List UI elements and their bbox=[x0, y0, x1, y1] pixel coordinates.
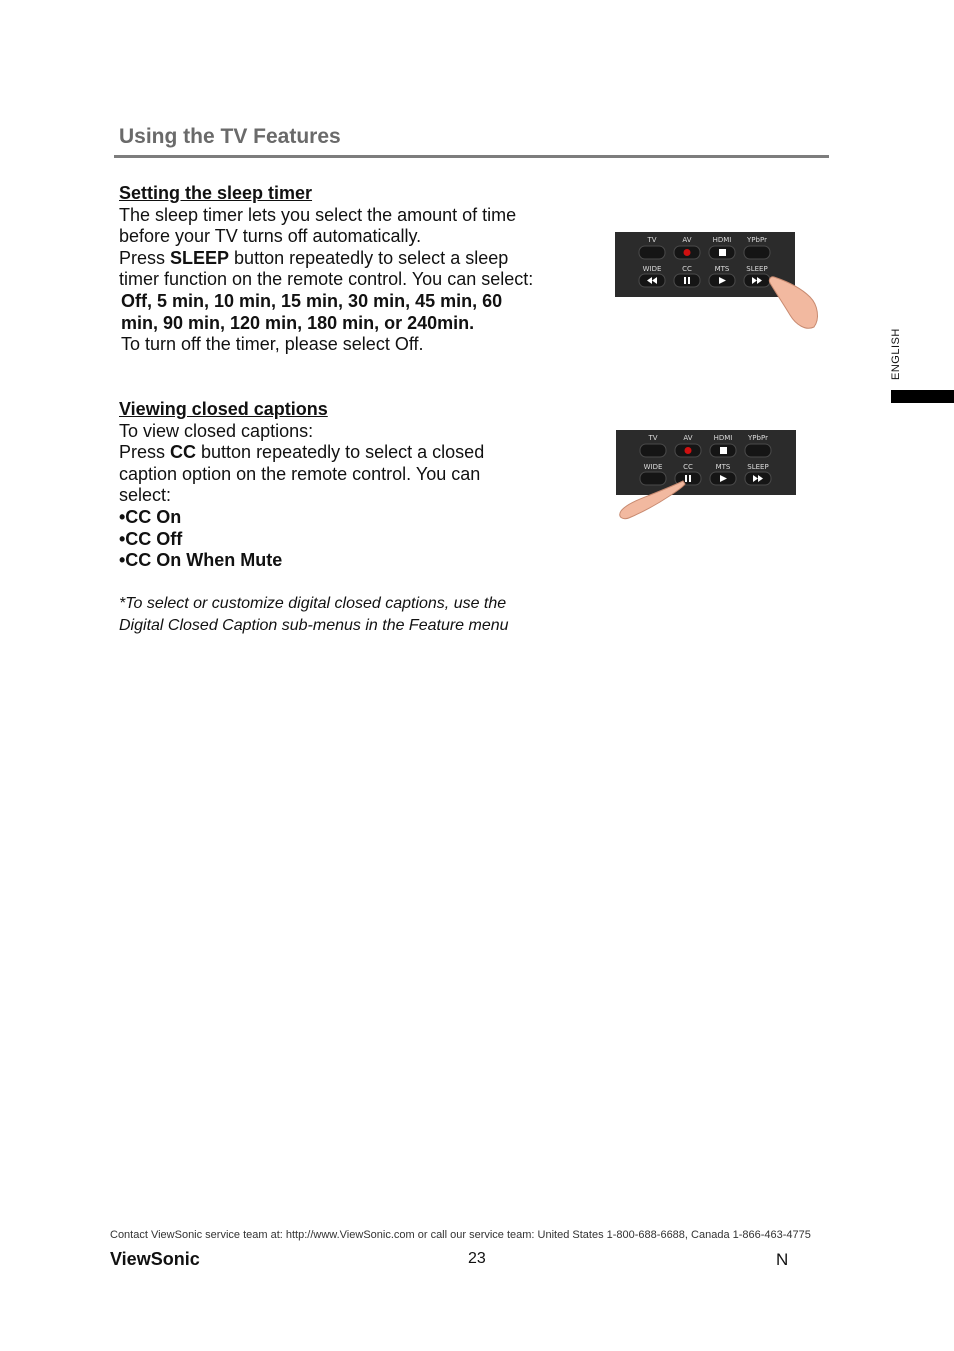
cc-text-line4: select: bbox=[119, 485, 172, 506]
cc-option-on-mute bbox=[119, 550, 579, 572]
remote-label-tv: TV bbox=[648, 434, 658, 442]
cc-option-off-text: •CC Off bbox=[119, 528, 183, 549]
remote-label-ypbpr: YPbPr bbox=[748, 434, 768, 442]
language-tab-label: ENGLISH bbox=[890, 328, 902, 380]
cc-text-line1: To view closed captions: bbox=[119, 420, 314, 441]
cc-option-on-mute-text: •CC On When Mute bbox=[119, 550, 283, 571]
footer-language-code: N bbox=[776, 1250, 789, 1269]
remote-label-cc: CC bbox=[683, 463, 693, 471]
title-divider bbox=[114, 155, 829, 158]
remote-label-av: AV bbox=[682, 236, 692, 244]
remote-label-av: AV bbox=[683, 434, 693, 442]
footnote-line2: Digital Closed Caption sub-menus in the Feature menu bbox=[119, 617, 509, 634]
press-prefix: Press bbox=[119, 247, 171, 268]
stop-icon bbox=[719, 249, 726, 256]
remote-label-tv: TV bbox=[647, 236, 657, 244]
remote-label-wide: WIDE bbox=[642, 265, 662, 273]
remote-label-wide: WIDE bbox=[643, 463, 663, 471]
remote-label-mts: MTS bbox=[714, 265, 730, 273]
stop-icon bbox=[720, 447, 727, 454]
sleep-options-text2: min, 90 min, 120 min, 180 min, or 240min. bbox=[121, 312, 475, 333]
remote-label-cc: CC bbox=[682, 265, 692, 273]
footnote bbox=[119, 593, 599, 637]
remote-label-hdmi: HDMI bbox=[713, 434, 733, 442]
page-number: 23 bbox=[468, 1250, 486, 1267]
page-section-title: Using the TV Features bbox=[119, 125, 341, 148]
remote-sleep-illustration bbox=[614, 231, 820, 331]
press-suffix: button repeatedly to select a closed bbox=[196, 442, 485, 463]
footer-contact: Contact ViewSonic service team at: http://www.ViewSonic.com or call our service team: United States 1-800-688-6688, Canada 1-866-463-4775 bbox=[110, 1229, 811, 1241]
sleep-options-line1 bbox=[119, 291, 579, 313]
sleep-button-name: SLEEP bbox=[170, 247, 230, 268]
sleep-options-line2 bbox=[119, 313, 579, 335]
cc-option-on-text: •CC On bbox=[119, 506, 182, 527]
cc-text-line3: caption option on the remote control. You can bbox=[119, 463, 481, 484]
sleep-text-line4: timer function on the remote control. You can select: bbox=[119, 269, 534, 290]
cc-option-off bbox=[119, 529, 579, 551]
cc-press-line bbox=[119, 442, 579, 464]
record-icon bbox=[684, 249, 691, 256]
press-prefix: Press bbox=[119, 442, 171, 463]
remote-label-sleep: SLEEP bbox=[747, 463, 769, 471]
press-suffix: button repeatedly to select a sleep bbox=[229, 247, 509, 268]
footnote-line1: *To select or customize digital closed captions, use the bbox=[119, 595, 507, 612]
remote-control-image bbox=[614, 231, 820, 331]
cc-option-on bbox=[119, 507, 579, 529]
remote-cc-illustration bbox=[615, 429, 797, 521]
footer-brand: ViewSonic bbox=[110, 1249, 200, 1269]
closed-captions-section bbox=[119, 399, 579, 572]
cc-heading: Viewing closed captions bbox=[119, 399, 328, 419]
sleep-text-line2: before your TV turns off automatically. bbox=[119, 226, 422, 247]
language-tab-marker bbox=[891, 390, 954, 403]
remote-control-image bbox=[615, 429, 797, 521]
sleep-timer-section bbox=[119, 183, 579, 356]
sleep-press-line bbox=[119, 248, 579, 270]
pause-icon bbox=[685, 475, 687, 482]
remote-label-ypbpr: YPbPr bbox=[747, 236, 767, 244]
remote-label-mts: MTS bbox=[715, 463, 731, 471]
sleep-timer-heading: Setting the sleep timer bbox=[119, 183, 313, 203]
pause-icon bbox=[684, 277, 686, 284]
remote-label-sleep: SLEEP bbox=[746, 265, 768, 273]
record-icon bbox=[685, 447, 692, 454]
sleep-options-text1: Off, 5 min, 10 min, 15 min, 30 min, 45 min, 60 bbox=[121, 290, 503, 311]
cc-button-name: CC bbox=[170, 442, 197, 463]
sleep-turn-off-line: To turn off the timer, please select Off. bbox=[121, 334, 424, 355]
remote-label-hdmi: HDMI bbox=[712, 236, 732, 244]
sleep-text-line1: The sleep timer lets you select the amount of time bbox=[119, 204, 517, 225]
